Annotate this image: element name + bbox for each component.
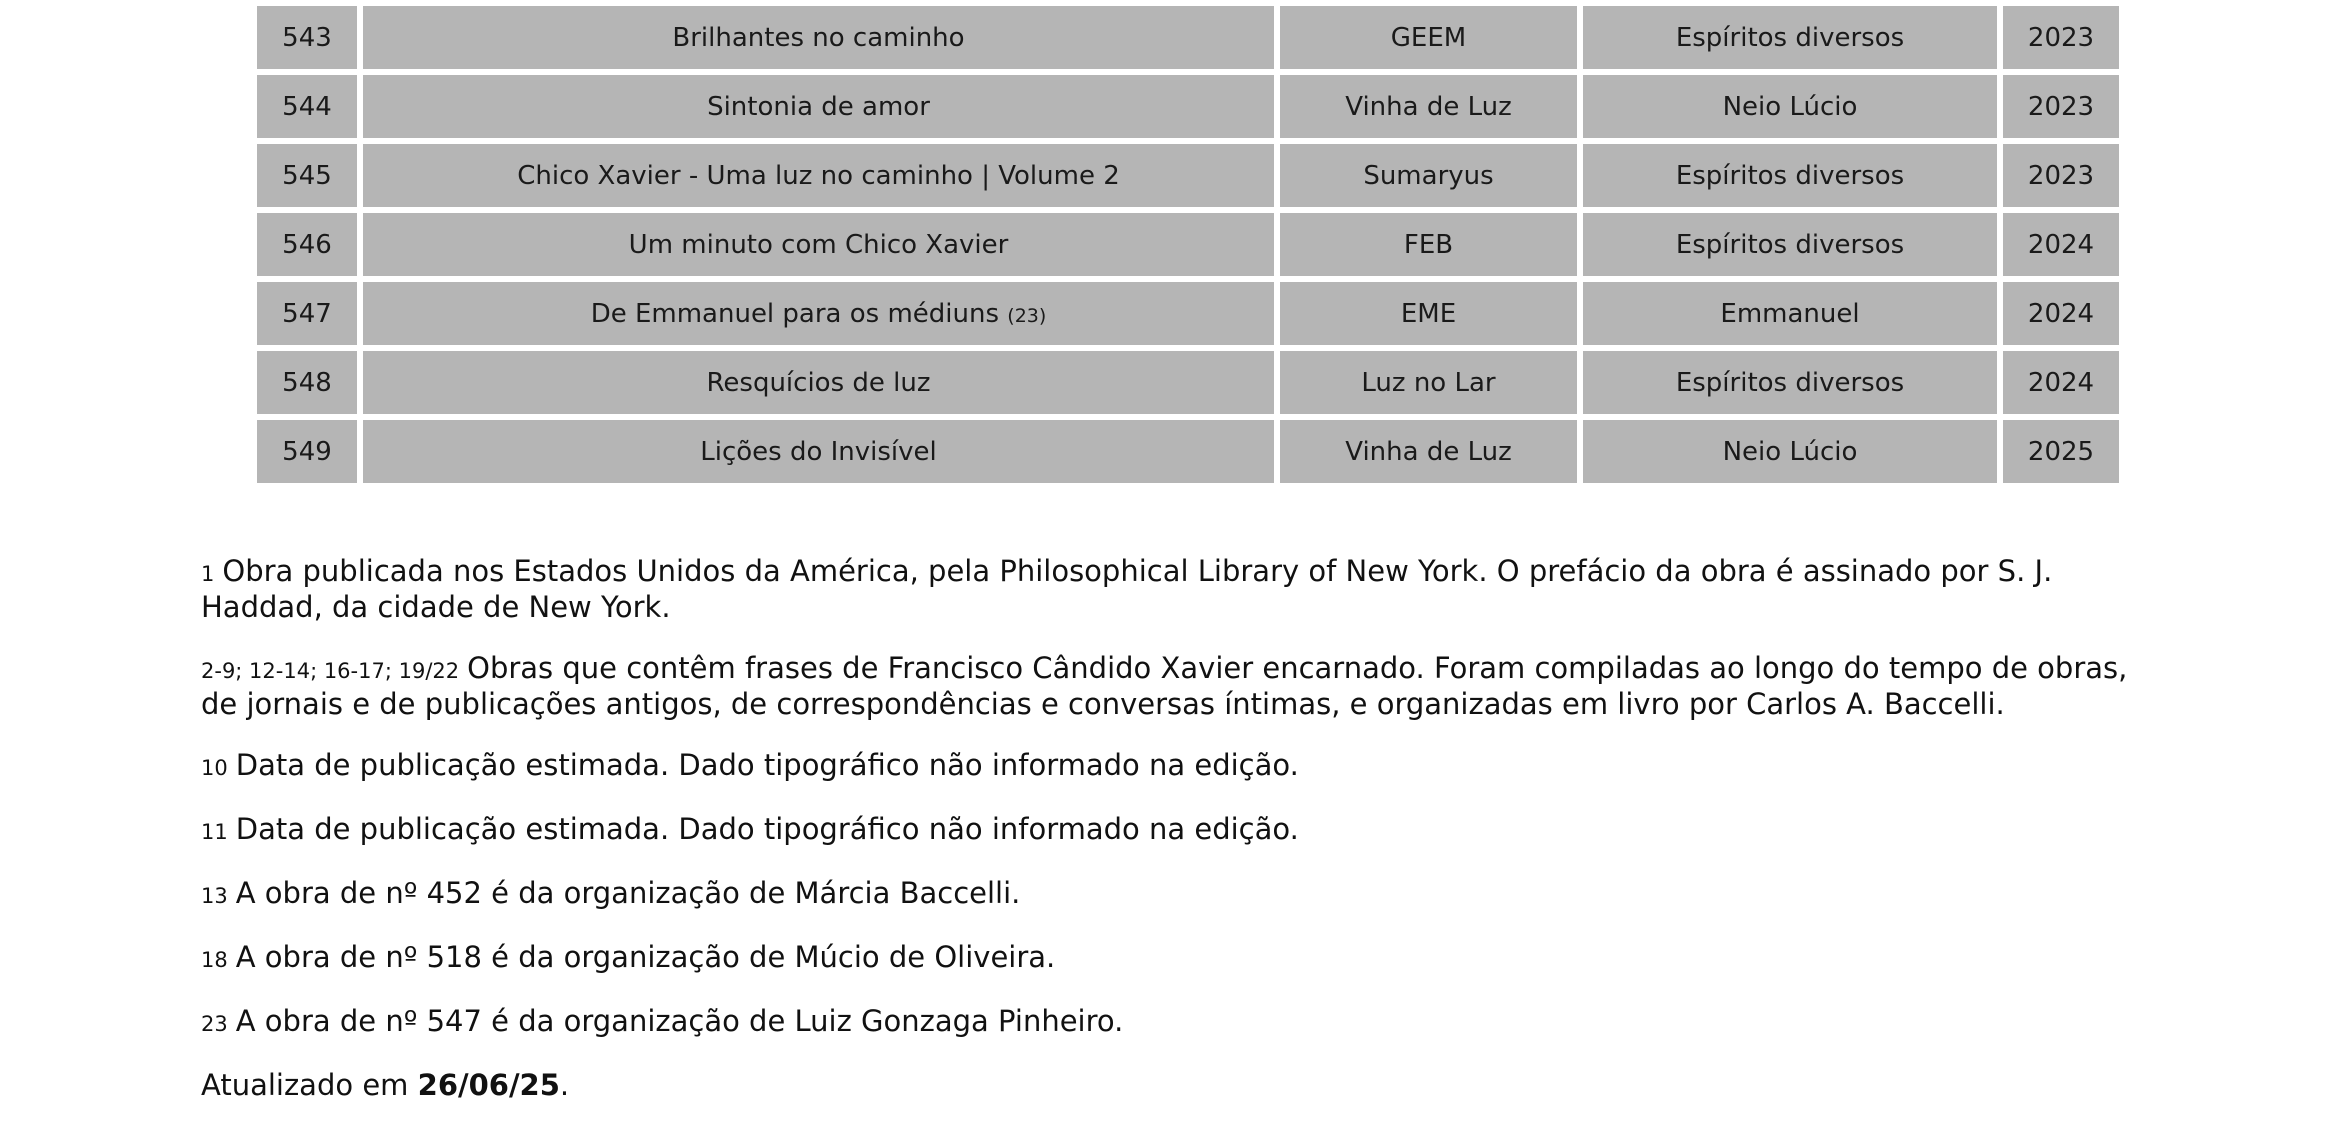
cell-number: 547: [257, 282, 357, 345]
footnote-text: A obra de nº 547 é da organização de Luiz Gonzaga Pinheiro.: [235, 1004, 1124, 1038]
footnote-text: Obras que contêm frases de Francisco Cândido Xavier encarnado. Foram compiladas ao longo do tempo de obras, de jornais e de publicações antigos, de correspondências e conversas íntimas, e organizadas em livro por Carlos A. Baccelli.: [201, 651, 2128, 721]
updated-date: 26/06/25: [417, 1068, 560, 1102]
updated-label: Atualizado em: [201, 1068, 409, 1102]
cell-year: 2023: [2003, 75, 2119, 138]
cell-number: 549: [257, 420, 357, 483]
footnote-text: Data de publicação estimada. Dado tipográfico não informado na edição.: [235, 812, 1299, 846]
cell-year: 2024: [2003, 282, 2119, 345]
footnote: [201, 1005, 2161, 1041]
footnote-number: 18: [201, 948, 228, 972]
cell-title: [363, 6, 1274, 69]
cell-title: [363, 282, 1274, 345]
table-row: [257, 213, 2119, 276]
table-row: [257, 420, 2119, 483]
cell-publisher: Sumaryus: [1280, 144, 1577, 207]
cell-author: Espíritos diversos: [1583, 144, 1997, 207]
updated-suffix: .: [559, 1068, 570, 1102]
cell-year: 2023: [2003, 6, 2119, 69]
title-text: De Emmanuel para os médiuns: [590, 298, 1000, 329]
cell-title: [363, 213, 1274, 276]
cell-publisher: Luz no Lar: [1280, 351, 1577, 414]
cell-title: [363, 420, 1274, 483]
footnote-number: 10: [201, 756, 228, 780]
cell-author: Espíritos diversos: [1583, 213, 1997, 276]
cell-author: Emmanuel: [1583, 282, 1997, 345]
footnote-number: 2-9; 12-14; 16-17; 19/22: [201, 659, 460, 683]
cell-title: [363, 75, 1274, 138]
cell-publisher: Vinha de Luz: [1280, 75, 1577, 138]
works-table: [251, 0, 2125, 489]
cell-publisher: GEEM: [1280, 6, 1577, 69]
cell-number: 548: [257, 351, 357, 414]
footnote-text: Data de publicação estimada. Dado tipográfico não informado na edição.: [235, 748, 1299, 782]
cell-author: Neio Lúcio: [1583, 75, 1997, 138]
footnote-number: 1: [201, 562, 215, 586]
table-row: [257, 6, 2119, 69]
cell-author: Espíritos diversos: [1583, 351, 1997, 414]
title-text: Chico Xavier - Uma luz no caminho | Volume 2: [517, 160, 1120, 191]
cell-publisher: Vinha de Luz: [1280, 420, 1577, 483]
updated-line: [201, 1069, 2161, 1102]
footnote-number: 11: [201, 820, 228, 844]
cell-author: Neio Lúcio: [1583, 420, 1997, 483]
footnotes-section: [201, 555, 2161, 1130]
cell-year: 2024: [2003, 351, 2119, 414]
footnote: [201, 877, 2161, 913]
cell-year: 2023: [2003, 144, 2119, 207]
cell-number: 545: [257, 144, 357, 207]
table-row: [257, 144, 2119, 207]
footnote: [201, 813, 2161, 849]
footnote: [201, 941, 2161, 977]
table-row: [257, 282, 2119, 345]
footnote-ref: (23): [1007, 304, 1047, 327]
title-text: Sintonia de amor: [707, 91, 930, 122]
cell-number: 543: [257, 6, 357, 69]
cell-title: [363, 144, 1274, 207]
cell-publisher: FEB: [1280, 213, 1577, 276]
cell-author: Espíritos diversos: [1583, 6, 1997, 69]
footnote-text: A obra de nº 452 é da organização de Márcia Baccelli.: [235, 876, 1021, 910]
table-row: [257, 351, 2119, 414]
title-text: Resquícios de luz: [706, 367, 931, 398]
title-text: Lições do Invisível: [700, 436, 937, 467]
cell-number: 546: [257, 213, 357, 276]
title-text: Um minuto com Chico Xavier: [628, 229, 1009, 260]
cell-number: 544: [257, 75, 357, 138]
footnote-number: 13: [201, 884, 228, 908]
footnote-number: 23: [201, 1012, 228, 1036]
title-text: Brilhantes no caminho: [672, 22, 965, 53]
cell-publisher: EME: [1280, 282, 1577, 345]
cell-year: 2024: [2003, 213, 2119, 276]
cell-title: [363, 351, 1274, 414]
table-row: [257, 75, 2119, 138]
footnote-text: Obra publicada nos Estados Unidos da América, pela Philosophical Library of New York. O prefácio da obra é assinado por S. J. Haddad, da cidade de New York.: [201, 554, 2053, 624]
footnote-text: A obra de nº 518 é da organização de Múcio de Oliveira.: [235, 940, 1056, 974]
footnote: [201, 555, 2161, 624]
footnote: [201, 652, 2161, 721]
cell-year: 2025: [2003, 420, 2119, 483]
footnote: [201, 749, 2161, 785]
